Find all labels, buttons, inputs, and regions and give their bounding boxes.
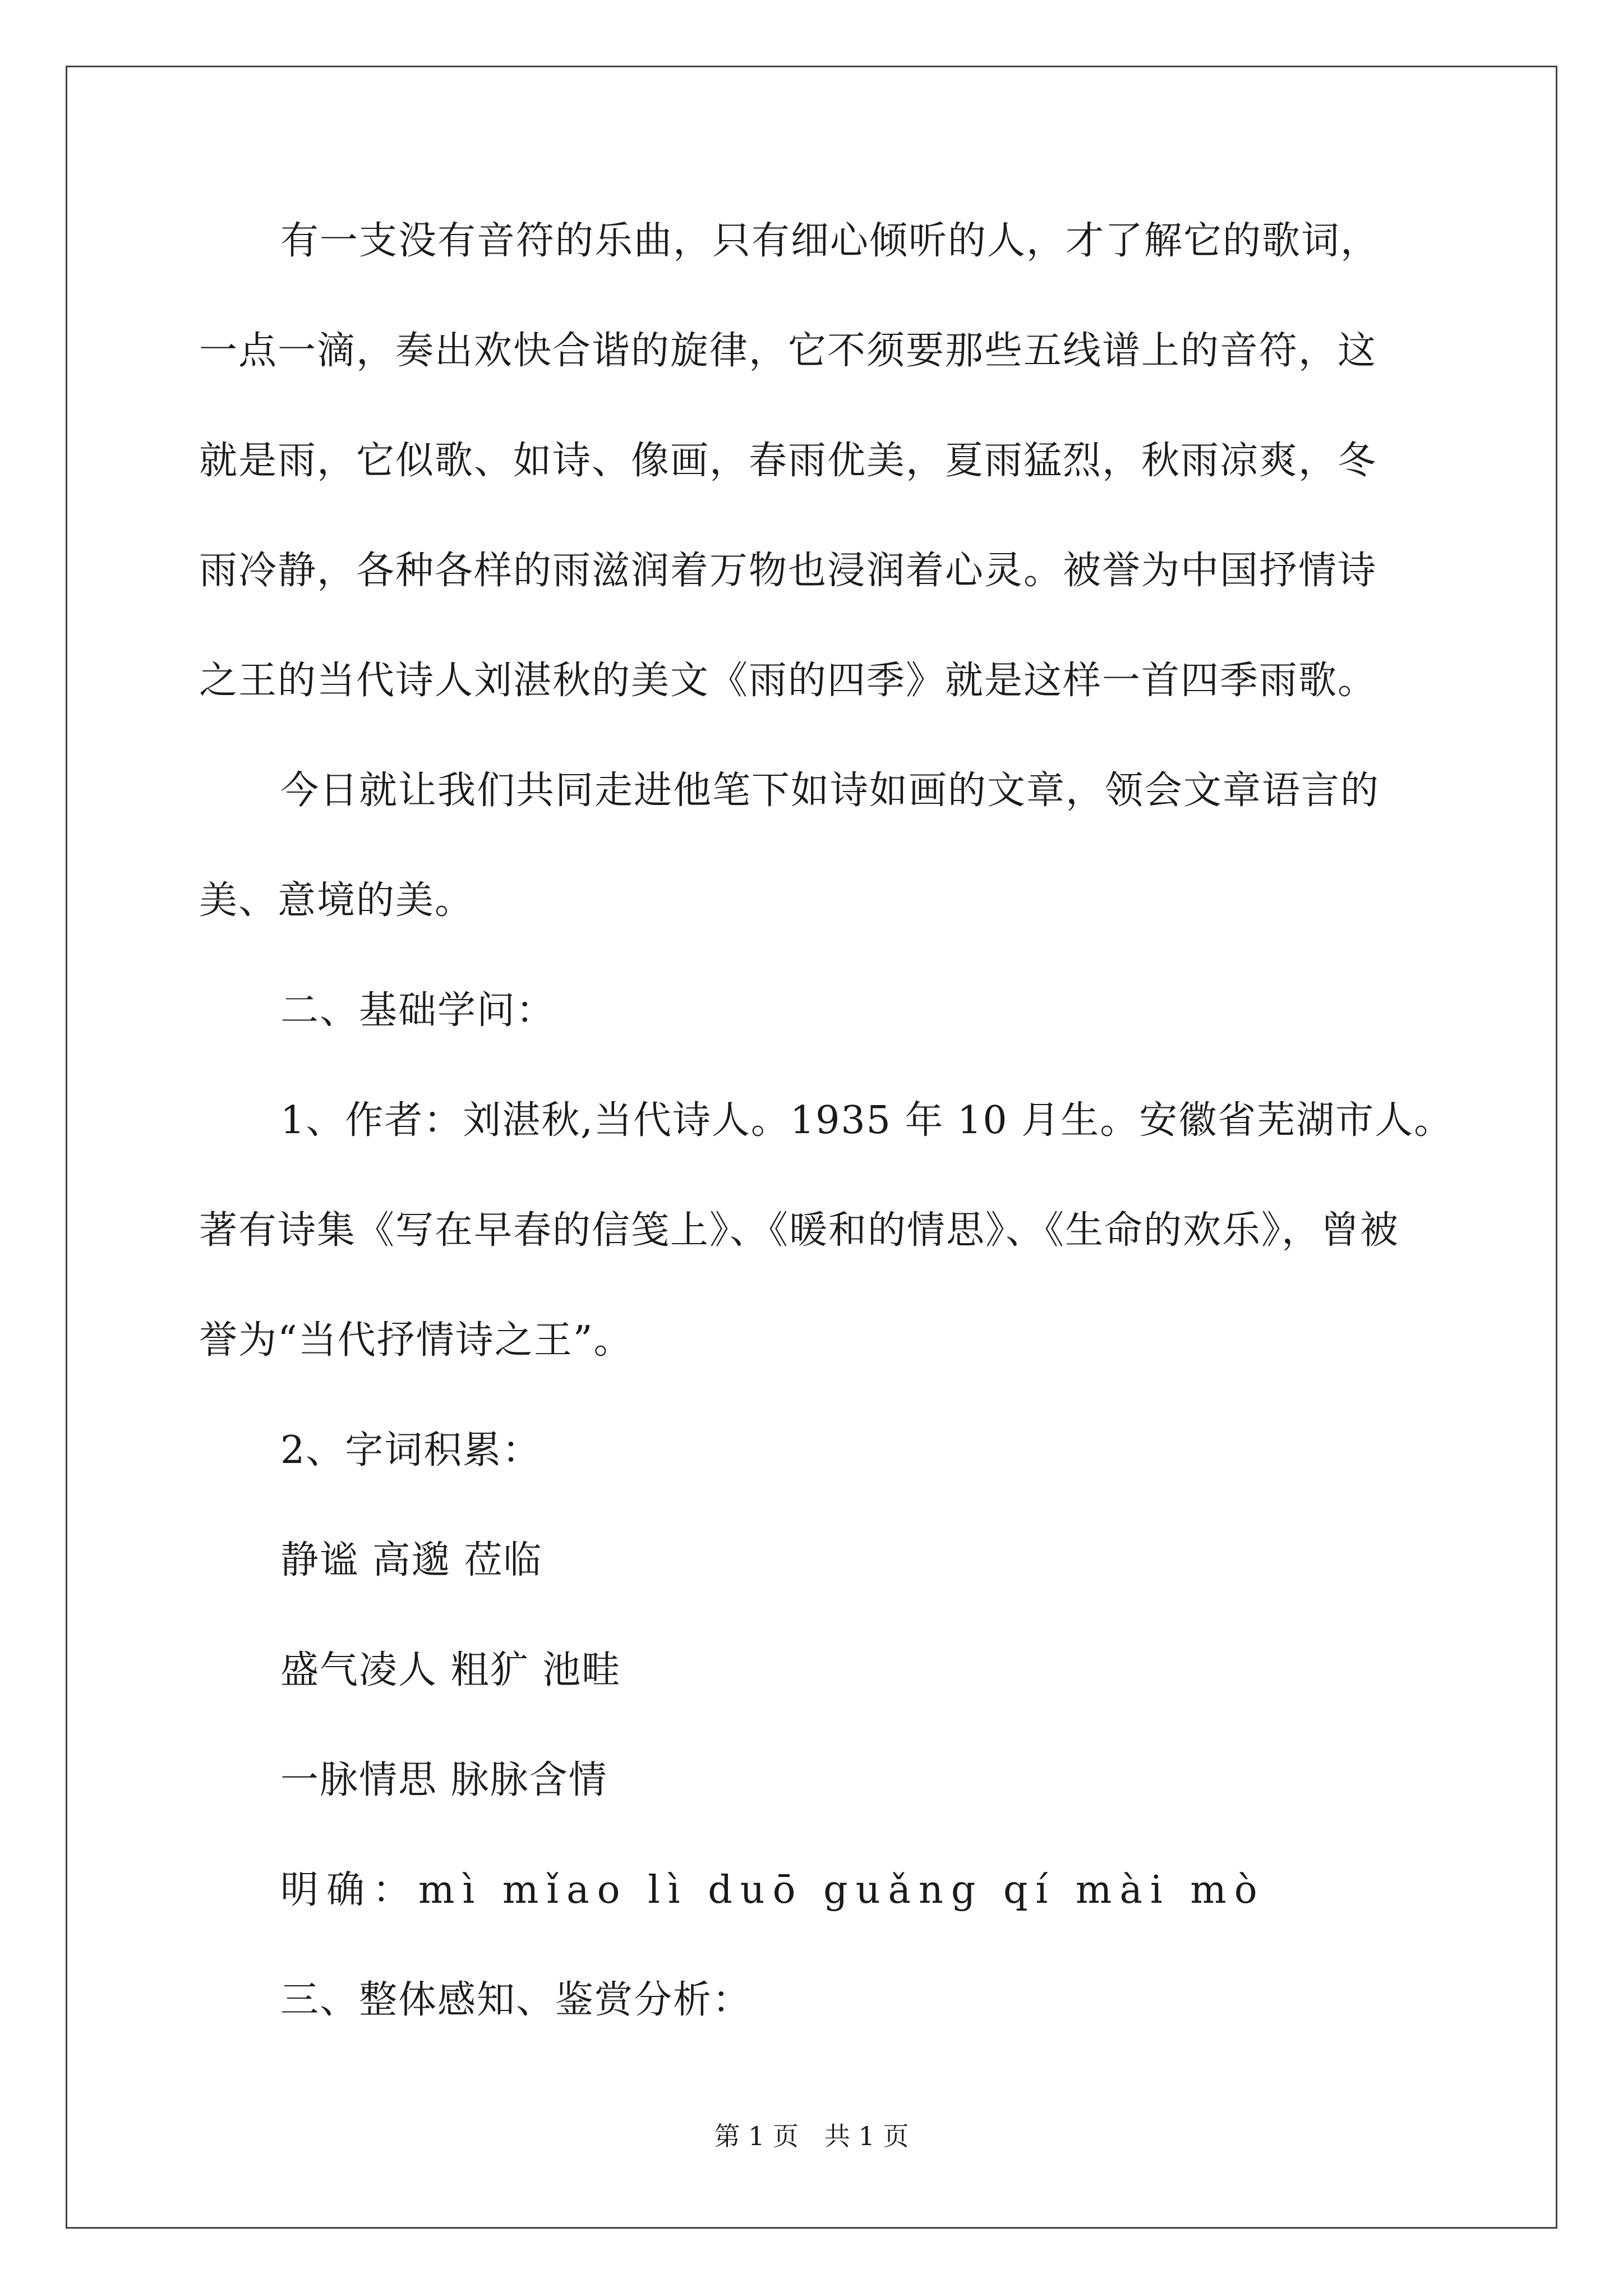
paragraph-intro-line-1: 有一支没有音符的乐曲，只有细心倾听的人，才了解它的歌词， (280, 219, 1380, 263)
author-info-line-3: 誉为“当代抒情诗之王”。 (199, 1318, 633, 1363)
paragraph-intro-line-2: 一点一滴，奏出欢快合谐的旋律，它不须要那些五线谱上的音符，这 (199, 329, 1377, 373)
vocabulary-row-2: 盛气凌人 粗犷 池畦 (280, 1648, 621, 1692)
paragraph-today-line-2: 美、意境的美。 (199, 878, 474, 923)
paragraph-intro-line-3: 就是雨，它似歌、如诗、像画，春雨优美，夏雨猛烈，秋雨凉爽，冬 (199, 439, 1377, 483)
pinyin-answer: 明确：mì mǐao lì duō guǎng qí mài mò (280, 1868, 1265, 1912)
section-heading-basics: 二、基础学问： (280, 988, 556, 1033)
paragraph-intro-line-4: 雨冷静，各种各样的雨滋润着万物也浸润着心灵。被誉为中国抒情诗 (199, 549, 1377, 593)
vocabulary-row-3: 一脉情思 脉脉含情 (280, 1758, 608, 1802)
paragraph-today-line-1: 今日就让我们共同走进他笔下如诗如画的文章，领会文章语言的 (280, 769, 1380, 813)
author-info-line-1: 1、作者：刘湛秋,当代诗人。1935 年 10 月生。安徽省芜湖市人。 (280, 1098, 1454, 1143)
vocabulary-heading: 2、字词积累： (280, 1428, 542, 1473)
author-info-line-2: 著有诗集《写在早春的信笺上》、《暖和的情思》、《生命的欢乐》，曾被 (199, 1208, 1400, 1253)
page-footer: 第 1 页 共 1 页 (714, 2121, 909, 2151)
vocabulary-row-1: 静谧 高邈 莅临 (280, 1538, 543, 1582)
paragraph-intro-line-5: 之王的当代诗人刘湛秋的美文《雨的四季》就是这样一首四季雨歌。 (199, 659, 1377, 703)
section-heading-analysis: 三、整体感知、鉴赏分析： (280, 1978, 752, 2022)
